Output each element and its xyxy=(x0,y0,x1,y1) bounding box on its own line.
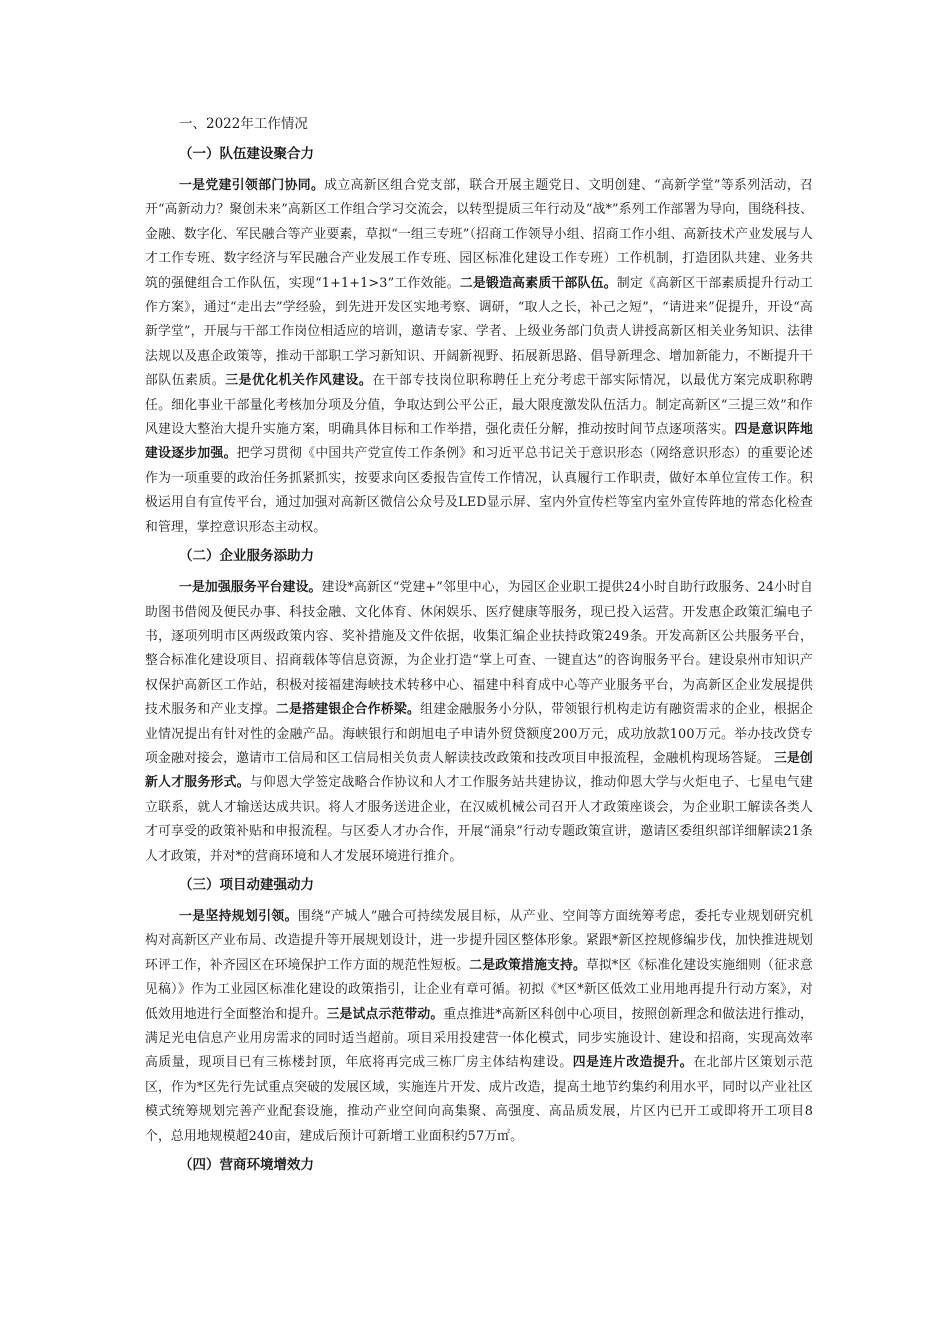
paragraph-text: 重点推进*高新区科创中心项目，按照创新理念和做法进行推动，满足光电信息产业用房需求的同时适当超前。项目采用投建营一体化模式，同步实施设计、建设和招商，实现高效率高质量，现项目已有三栋楼封顶，年底将再完成三栋厂房主体结构建设。 xyxy=(145,1006,813,1071)
paragraph-text: 草拟*区《标准化建设实施细则（征求意见稿）》作为工业园区标准化建设的政策指引，让企业有章可循。初拟《*区*新区低效工业用地再提升行动方案》，对低效用地进行全面整治和提升。 xyxy=(145,957,813,1022)
bold-lead: 三是创新人才服务形式。 xyxy=(145,750,813,791)
paragraph-text: 建设*高新区“党建+”邻里中心，为园区企业职工提供24小时自助行政服务、24小时自助图书借阅及便民办事、科技金融、文化体育、休闲娱乐、医疗健康等服务，现已投入运营。开发惠企政策汇编电子书，逐项列明市区两级政策内容、奖补措施及文件依据，收集汇编企业扶持政策249条。开发高新区公共服务平台，整合标准化建设项目、招商载体等信息资源，为企业打造“掌上可查、一键直达”的咨询服务平台。建设泉州市知识产权保护高新区工作站，积极对接福建海峡技术转移中心、福建中科育成中心等产业服务平台，为高新区企业发展提供技术服务和产业支撑。 xyxy=(145,580,813,718)
bold-lead: 二是搭建银企合作桥梁。 xyxy=(276,702,421,718)
section-paragraph xyxy=(145,174,813,540)
section-title: （二）企业服务添助力 xyxy=(179,548,314,565)
bold-lead: 四是意识阵地建设逐步加强。 xyxy=(145,422,813,462)
paragraph-text: 与仰恩大学签定战略合作协议和人才工作服务站共建协议，推动仰恩大学与火炬电子、七星电气建立联系，就人才输送达成共识。将人才服务送进企业，在汉威机械公司召开人才政策座谈会，为企业职工解读各类人才可享受的政策补贴和申报流程。与区委人才办合作，开展“涌泉”行动专题政策宣讲，邀请区委组织部详细解读21条人才政策，并对*的营商环境和人才发展环境进行推介。 xyxy=(145,775,813,864)
document-body xyxy=(145,114,813,1185)
bold-lead: 二是锻造高素质干部队伍。 xyxy=(459,275,617,291)
paragraph-text: 把学习贯彻《中国共产党宣传工作条例》和习近平总书记关于意识形态（网络意识形态）的重要论述作为一项重要的政治任务抓紧抓实，按要求向区委报告宣传工作情况，认真履行工作职责，做好本单位宣传工作。积极运用自有宣传平台，通过加强对高新区微信公众号及LED显示屏、室内外宣传栏等室内室外宣传阵地的常态化检查和管理，掌控意识形态主动权。 xyxy=(145,446,813,535)
paragraph-text: 在北部片区策划示范区，作为*区先行先试重点突破的发展区域，实施连片开发、成片改造，提高土地节约集约利用水平，同时以产业社区模式统筹规划完善产业配套设施，推动产业空间向高集聚、高强度、高品质发展，片区内已开工或即将开工项目8个，总用地规模超240亩，建成后预计可新增工业面积约57万㎡。 xyxy=(145,1055,813,1144)
bold-lead: 二是政策措施支持。 xyxy=(469,957,586,973)
bold-lead: 一是党建引领部门协同。 xyxy=(179,178,325,193)
bold-lead: 四是连片改造提升。 xyxy=(572,1055,694,1071)
section-title: （一）队伍建设聚合力 xyxy=(179,146,314,162)
paragraph-text: 制定《高新区干部素质提升行动工作方案》，通过“走出去”学经验，到先进开发区实地考察、调研，“取人之长，补己之短”，“请进来”促提升，开设“高新学堂”，开展与干部工作岗位相适应的培训，邀请专家、学者、上级业务部门负责人讲授高新区相关业务知识、法律法规以及惠企政策等，推动干部职工学习新知识、开阔新视野、拓展新思路、倡导新理念、增加新能力，不断提升干部队伍素质。 xyxy=(145,275,814,389)
paragraph-text: 围绕“产城人”融合可持续发展目标，从产业、空间等方面统筹考虑，委托专业规划研究机构对高新区产业布局、改造提升等开展规划设计，进一步提升园区整体形象。紧跟*新区控规修编步伐，加快推进规划环评工作，补齐园区在环境保护工作方面的规范性短板。 xyxy=(145,908,813,973)
paragraph-text: 成立高新区组合党支部，联合开展主题党日、文明创建、“高新学堂”等系列活动，召开“高新动力？聚创未来”高新区工作组合学习交流会，以转型提质三年行动及“战*”系列工作部署为导向，围绕科技、金融、数字化、军民融合等产业要素，草拟“一组三专班”（招商工作领导小组、招商工作小组、高新技术产业发展与人才工作专班、数字经济与军民融合产业发展工作专班、园区标准化建设工作专班）工作机制，打造团队共建、业务共筑的强健组合工作队伍，实现“1+1+1>3”工作效能。 xyxy=(145,178,813,291)
bold-lead: 一是加强服务平台建设。 xyxy=(179,580,322,596)
section-title: （四）营商环境增效力 xyxy=(179,1157,314,1174)
section-paragraph xyxy=(145,905,813,1149)
bold-lead: 三是优化机关作风建设。 xyxy=(225,373,373,389)
section-title: （三）项目动建强动力 xyxy=(179,876,314,893)
section-paragraph xyxy=(145,576,813,869)
bold-lead: 三是试点示范带动。 xyxy=(326,1006,444,1022)
main-heading: 一、2022年工作情况 xyxy=(179,116,308,132)
bold-lead: 一是坚持规划引领。 xyxy=(179,908,298,924)
paragraph-text: 组建金融服务小分队，带领银行机构走访有融资需求的企业，根据企业情况提出有针对性的金融产品。海峡银行和朗旭电子申请外贸贷额度200万元，成功放款100万元。举办技改贷专项金融对接会，邀请市工信局和区工信局相关负责人解读技改政策和技改项目申报流程，金融机构现场答疑。 xyxy=(145,702,814,766)
paragraph-text: 在干部专技岗位职称聘任上充分考虑干部实际情况，以最优方案完成职称聘任。细化事业干部量化考核加分项及分值，争取达到公平公正，最大限度激发队伍活力。制定高新区“三提三效”和作风建设大整治大提升实施方案，明确具体目标和工作举措，强化责任分解，推动按时间节点逐项落实。 xyxy=(145,373,814,438)
